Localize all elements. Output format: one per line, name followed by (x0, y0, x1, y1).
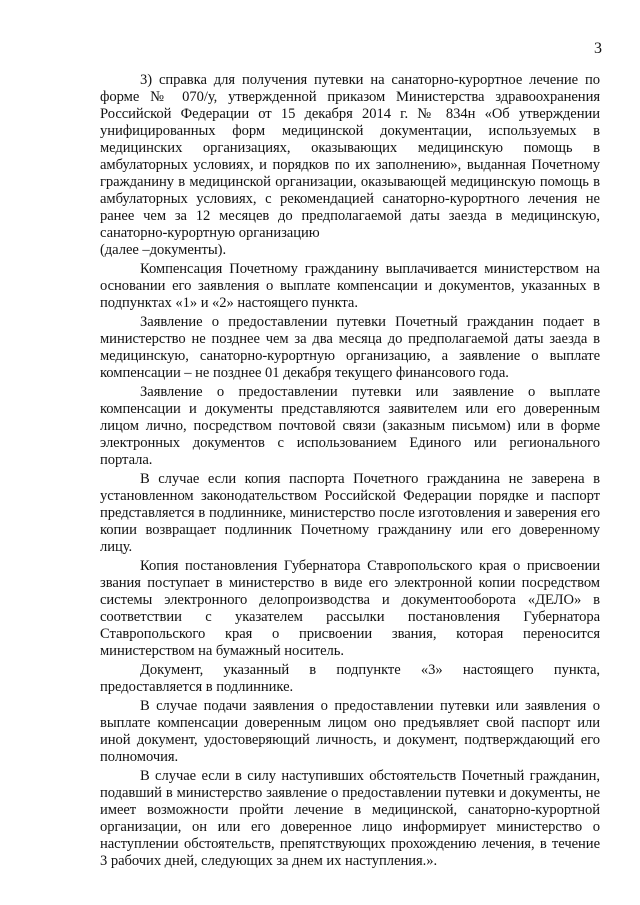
paragraph-compensation-payment: Компенсация Почетному гражданину выплачивается министерством на основании его заявления о выплате компенсации и документов, указанных в подпунктах «1» и «2» настоящего пункта. (100, 261, 600, 311)
paragraph-governor-decree-copy: Копия постановления Губернатора Ставропольского края о присвоении звания поступает в министерство в виде его электронной копии посредством системы электронного делопроизводства и документооборота «ДЕЛО» в соответствии с указателем рассылки постановления Губернатора Ставропольского края о присвоении звания, которая переносится министерством на бумажный носитель. (100, 558, 600, 659)
page-number: 3 (594, 40, 602, 57)
paragraph-submission-methods: Заявление о предоставлении путевки или заявление о выплате компенсации и документы представляются заявителем или его доверенным лицом лично, посредством почтовой связи (заказным письмом) или в форме электронных документов с использованием Единого или регионального портала. (100, 384, 600, 468)
document-body (100, 72, 600, 870)
paragraph-original-document: Документ, указанный в подпункте «3» настоящего пункта, предоставляется в подлиннике. (100, 662, 600, 695)
paragraph-passport-copy: В случае если копия паспорта Почетного гражданина не заверена в установленном законодательством Российской Федерации порядке и паспорт представляется в подлиннике, министерство после изготовления и заверения его копии возвращает подлинник Почетному гражданину или его доверенному лицу. (100, 471, 600, 555)
paragraph-item-3-certificate: 3) справка для получения путевки на санаторно-курортное лечение по форме № 070/у, утвержденной приказом Министерства здравоохранения Российской Федерации от 15 декабря 2014 г. № 834н «Об утверждении унифицированных форм медицинской документации, используемых в медицинских организациях, оказывающих медицинскую помощь в амбулаторных условиях, и порядков по их заполнению», выданная Почетному гражданину в медицинской организации, оказывающей медицинскую помощь в амбулаторных условиях, с рекомендацией санаторно-курортного лечения не ранее чем за 12 месяцев до предполагаемой даты заезда в медицинскую, санаторно-курортную организацию (100, 72, 600, 241)
paragraph-documents-definition: (далее –документы). (100, 242, 227, 258)
paragraph-voucher-application-deadline: Заявление о предоставлении путевки Почетный гражданин подает в министерство не позднее чем за два месяца до предполагаемой даты заезда в медицинскую, санаторно-курортную организацию, а заявление о выплате компенсации – не позднее 01 декабря текущего финансового года. (100, 314, 600, 381)
paragraph-trusted-person: В случае подачи заявления о предоставлении путевки или заявления о выплате компенсации доверенным лицом оно предъявляет свой паспорт или иной документ, удостоверяющий личность, и документ, подтверждающий его полномочия. (100, 698, 600, 765)
paragraph-circumstances-notification: В случае если в силу наступивших обстоятельств Почетный гражданин, подавший в министерство заявление о предоставлении путевки и документы, не имеет возможности пройти лечение в медицинской, санаторно-курортной организации, он или его доверенное лицо информирует министерство о наступлении обстоятельств, препятствующих прохождению лечения, в течение 3 рабочих дней, следующих за днем их наступления.». (100, 768, 600, 869)
